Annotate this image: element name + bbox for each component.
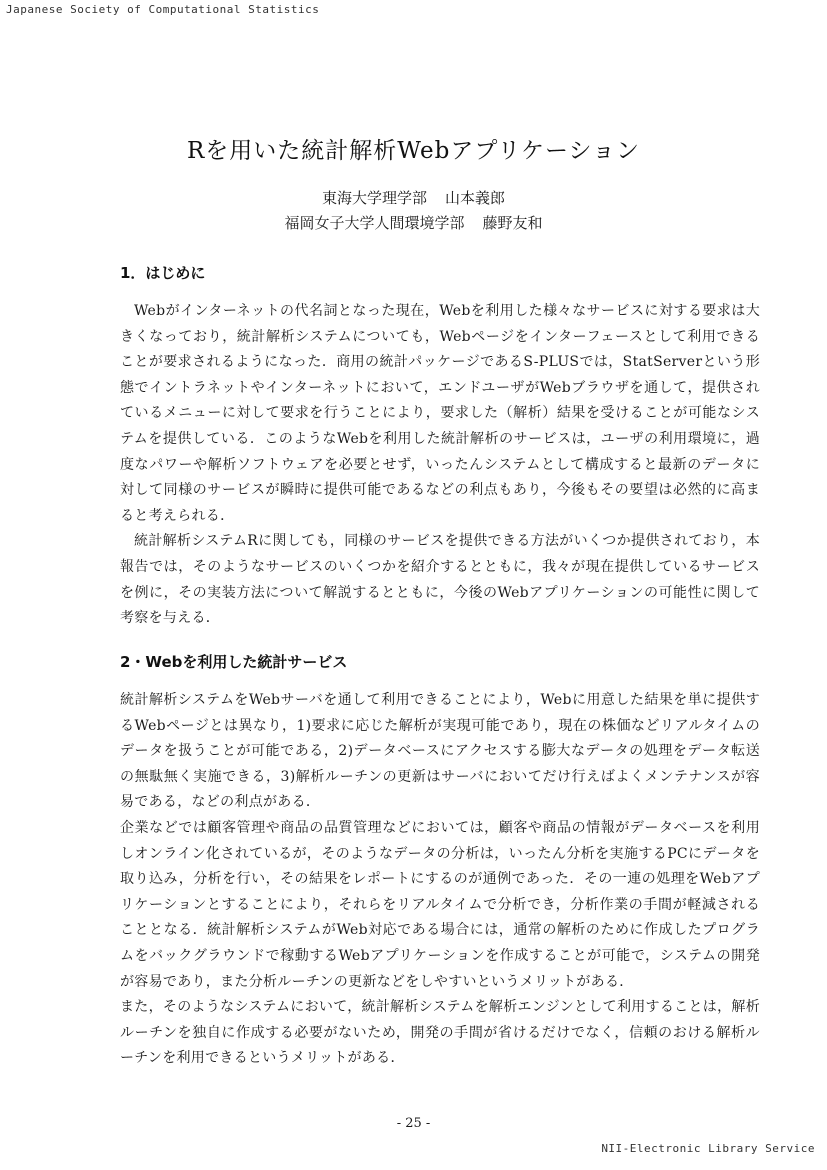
paragraph: 企業などでは顧客管理や商品の品質管理などにおいては，顧客や商品の情報がデータベースを利用しオンライン化されているが，そのようなデータの分析は，いったん分析を実施するPCにデータを取り込み，分析を行い，その結果をレポートにするのが通例であった．その一連の処理をWebアプリケーションとすることにより，それらをリアルタイムで分析でき，分析作業の手間が軽減されることとなる．統計解析システムがWeb対応である場合には，通常の解析のために作成したプログラムをバックグラウンドで稼動するWebアプリケーションを作成することが可能で，システムの開発が容易であり，また分析ルーチンの更新などをしやすいというメリットがある．: [120, 819, 760, 990]
author-name: 山本義郎: [445, 189, 506, 207]
footer-watermark: NII-Electronic Library Service: [601, 1142, 815, 1155]
header-watermark: Japanese Society of Computational Statistics: [6, 3, 320, 16]
paragraph: また，そのようなシステムにおいて，統計解析システムを解析エンジンとして利用することは，解析ルーチンを独自に作成する必要がないため，開発の手間が省けるだけでなく，信頼のおける解析ルーチンを利用できるというメリットがある．: [120, 999, 760, 1067]
paragraph: 統計解析システムRに関しても，同様のサービスを提供できる方法がいくつか提供されており，本報告では，そのようなサービスのいくつかを紹介するとともに，我々が現在提供しているサービスを例に，その実装方法について解説するとともに，今後のWebアプリケーションの可能性に関して考察を与える．: [120, 533, 760, 627]
author-name: 藤野友和: [482, 214, 543, 232]
section-introduction: [120, 262, 760, 632]
author-row: [0, 186, 827, 211]
author-row: [0, 211, 827, 236]
author-affiliation: 東海大学理学部: [321, 189, 427, 207]
section-web-statistics-services: [120, 651, 760, 1072]
author-affiliation: 福岡女子大学人間環境学部: [284, 214, 465, 232]
section-heading: 2・Webを利用した統計サービス: [120, 653, 348, 671]
author-block: [0, 186, 827, 236]
page-number: - 25 -: [396, 1116, 431, 1131]
section-heading: 1．はじめに: [120, 264, 206, 282]
paper-title: Rを用いた統計解析Webアプリケーション: [186, 138, 641, 164]
paragraph: Webがインターネットの代名詞となった現在，Webを利用した様々なサービスに対する要求は大きくなっており，統計解析システムについても，Webページをインターフェースとして利用できることが要求されるようになった．商用の統計パッケージであるS-PLUSでは，StatServerという形態でイントラネットやインターネットにおいて，エンドユーザがWebブラウザを通して，提供されているメニューに対して要求を行うことにより，要求した（解析）結果を受けることが可能なシステムを提供している．このようなWebを利用した統計解析のサービスは，ユーザの利用環境に，過度なパワーや解析ソフトウェアを必要とせず，いったんシステムとして構成すると最新のデータに対して同様のサービスが瞬時に提供可能であるなどの利点もあり，今後もその要望は必然的に高まると考えられる．: [120, 303, 760, 524]
paragraph: 統計解析システムをWebサーバを通して利用できることにより，Webに用意した結果を単に提供するWebページとは異なり，1)要求に応じた解析が実現可能であり，現在の株価などリアルタイムのデータを扱うことが可能である，2)データベースにアクセスする膨大なデータの処理をデータ転送の無駄無く実施できる，3)解析ルーチンの更新はサーバにおいてだけ行えばよくメンテナンスが容易である，などの利点がある．: [120, 692, 760, 811]
